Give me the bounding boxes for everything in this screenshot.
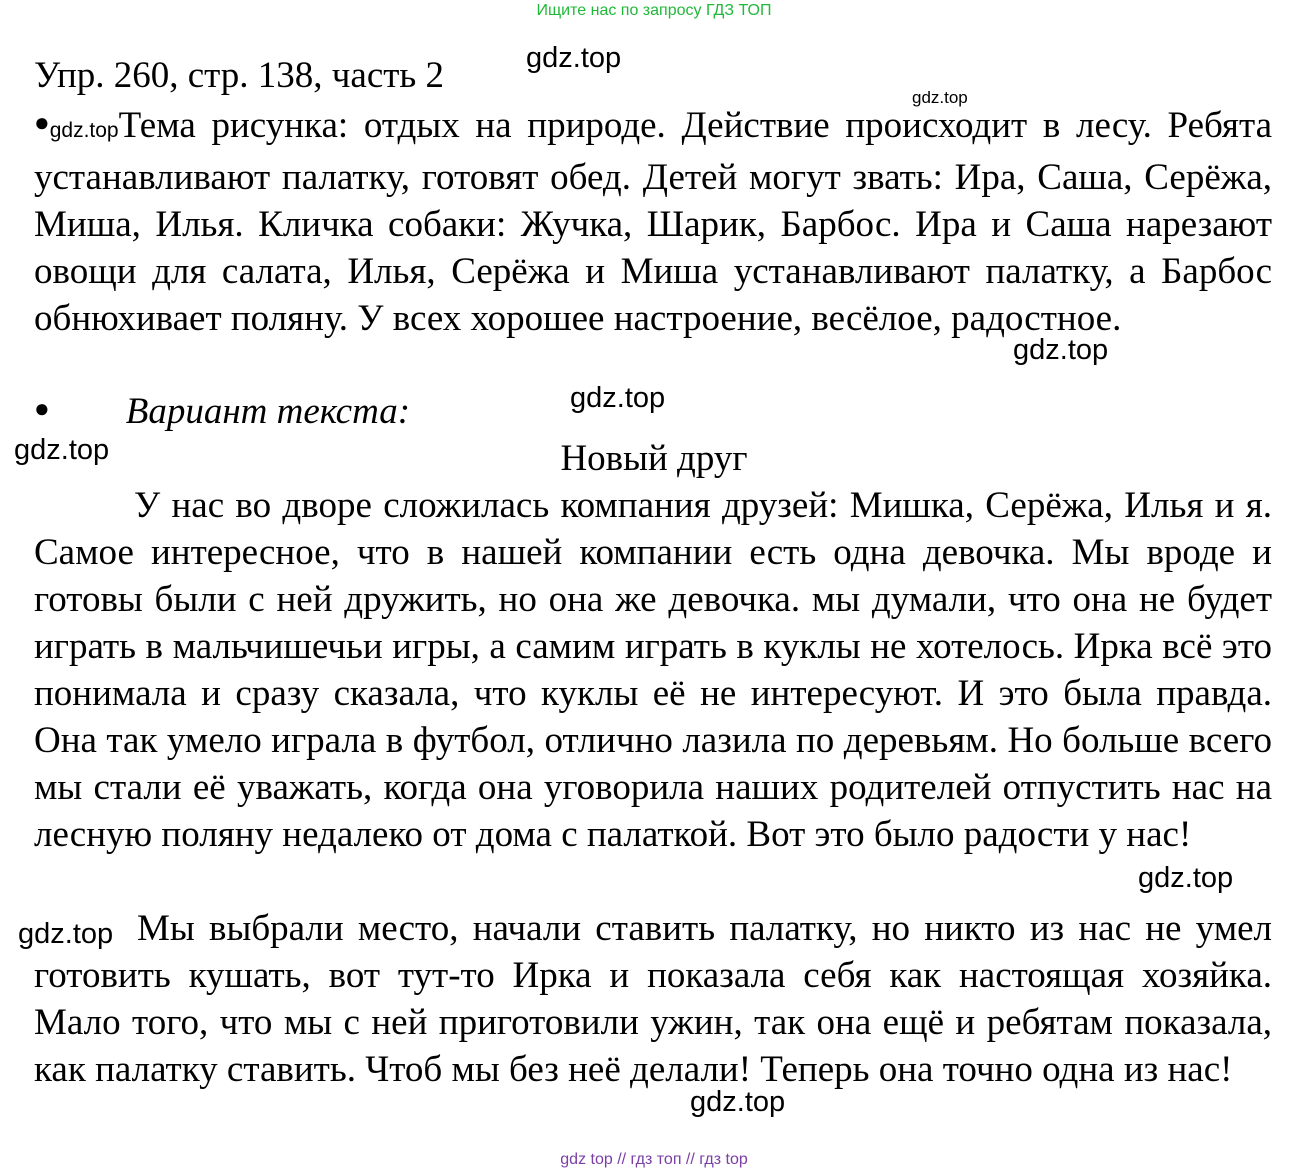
watermark: gdz.top: [1013, 334, 1109, 366]
watermark: gdz.top: [1138, 862, 1234, 894]
variant-label: Вариант текста:: [125, 391, 411, 432]
watermark: gdz.top: [690, 1086, 786, 1118]
story-paragraph-2: Мы выбрали место, начали ставить палатку, но никто из нас не умел готовить кушать, вот тут-то Ирка и показала себя как настоящая хозяйка. Мало того, что мы с ней приготовили ужин, так она ещё и ребятам показала, как палатку ставить. Чтоб мы без неё делали! Теперь она точно одна из нас!: [34, 908, 1272, 1090]
picture-description-paragraph: [34, 102, 1272, 342]
watermark: gdz.top: [570, 382, 666, 414]
footer-banner: gdz top // гдз топ // гдз top: [560, 1151, 748, 1168]
story-title: Новый друг: [560, 438, 748, 479]
exercise-heading: Упр. 260, стр. 138, часть 2: [34, 55, 445, 96]
watermark: gdz.top: [526, 42, 622, 74]
story-paragraph-1: У нас во дворе сложилась компания друзей: Мишка, Серёжа, Илья и я. Самое интересное, что в нашей компании есть одна девочка. Мы вроде и готовы были с ней дружить, но она же девочка. мы думали, что она не будет играть в мальчишечьи игры, а самим играть в куклы не хотелось. Ирка всё это понимала и сразу сказала, что куклы её не интересуют. И это была правда. Она так умело играла в футбол, отлично лазила по деревьям. Но больше всего мы стали её уважать, когда она уговорила наших родителей отпустить нас на лесную поляну недалеко от дома с палаткой. Вот это было радости у нас!: [34, 485, 1272, 855]
bullet-icon: ●: [34, 108, 50, 138]
bullet-icon: ●: [34, 394, 50, 424]
top-banner: Ищите нас по запросу ГДЗ ТОП: [536, 2, 772, 19]
watermark: gdz.top: [18, 918, 114, 950]
variant-line: [34, 388, 410, 438]
inline-watermark: gdz.top: [49, 119, 119, 142]
picture-description-text: Тема рисунка: отдых на природе. Действие происходит в лесу. Ребята устанавливают палатку, готовят обед. Детей могут звать: Ира, Саша, Серёжа, Миша, Илья. Кличка собаки: Жучка, Шарик, Барбос. Ира и Саша нарезают овощи для салата, Илья, Серёжа и Миша устанавливают палатку, а Барбос обнюхивает поляну. У всех хорошее настроение, весёлое, радостное.: [34, 105, 1272, 339]
watermark: gdz.top: [14, 434, 110, 466]
watermark: gdz.top: [912, 88, 968, 107]
